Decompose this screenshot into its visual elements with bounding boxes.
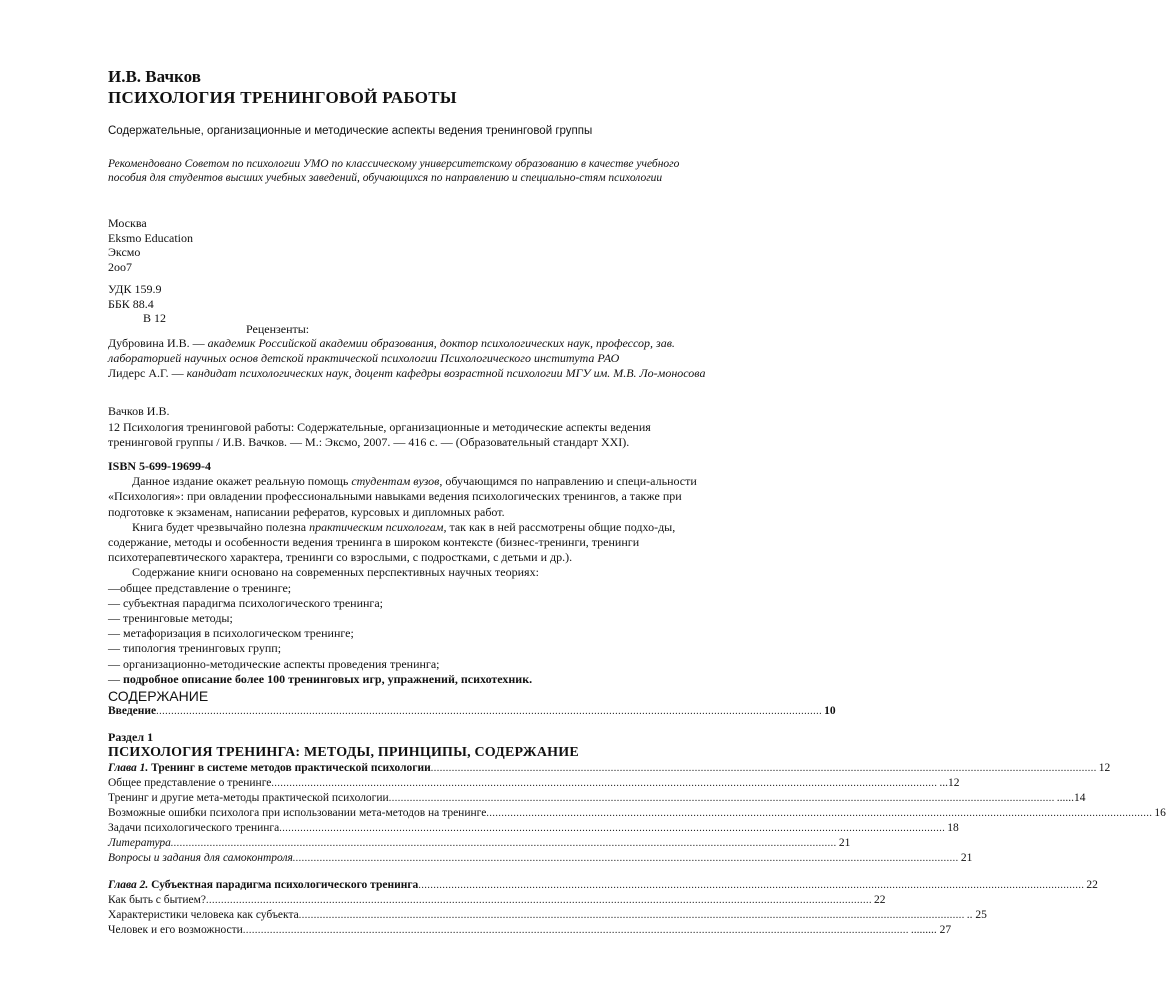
toc-page: 10: [824, 705, 836, 717]
toc-label: Как быть с бытием?: [108, 894, 207, 906]
reviewer-credentials: кандидат психологических наук, доцент кафедры возрастной психологии МГУ им. М.В. Ло-моносова: [186, 366, 706, 380]
section-title: ПСИХОЛОГИЯ ТРЕНИНГА: МЕТОДЫ, ПРИНЦИПЫ, СОДЕРЖАНИЕ: [108, 745, 579, 760]
toc-entry[interactable]: [108, 776, 960, 791]
reviewers-heading: Рецензенты:: [246, 322, 310, 336]
toc-page: .. 25: [966, 909, 987, 921]
toc-leader: ..............................................................................................................................................................................................................................: [156, 706, 823, 717]
bibliographic-citation: [108, 404, 708, 451]
reviewer-entry: [108, 336, 708, 366]
recommendation-note: Рекомендовано Советом по психологии УМО по классическому университетскому образованию в качестве учебного пособия для студентов высших учебных заведений, обучающихся по направлению и специально-стям психологии: [108, 158, 680, 184]
chapter-title: Тренинг в системе методов практической психологии: [148, 762, 431, 774]
toc-label: Характеристики человека как субъекта: [108, 909, 299, 921]
publication-year: 2oo7: [108, 259, 132, 274]
publisher-city: Москва: [108, 216, 147, 230]
toc-page: 18: [947, 822, 959, 834]
toc-label: [108, 878, 418, 893]
toc-entry[interactable]: [108, 893, 886, 908]
toc-page: 22: [1086, 879, 1098, 891]
toc-label: Общее представление о тренинге: [108, 777, 272, 789]
toc-page: 21: [838, 837, 851, 849]
toc-leader: ..............................................................................................................................................................................................................................: [170, 838, 837, 849]
toc-leader: ..............................................................................................................................................................................................................................: [279, 823, 946, 834]
publisher-name-en: Eksmo Education: [108, 230, 193, 245]
citation-author: Вачков И.В.: [108, 404, 170, 418]
topic-list-item: — субъектная парадигма психологического тренинга;: [108, 595, 384, 610]
toc-page: ......14: [1056, 792, 1086, 804]
toc-leader: ..............................................................................................................................................................................................................................: [418, 880, 1085, 891]
toc-label: Задачи психологического тренинга: [108, 822, 280, 834]
publisher-info: [108, 216, 708, 274]
list-dash: —: [108, 671, 123, 686]
topic-list-item: — организационно-методические аспекты проведения тренинга;: [108, 656, 440, 671]
toc-page: ......... 27: [910, 924, 952, 936]
annotation-text: обучающимся по направлению и специ-альности «Психология»: при овладении профессиональными навыками ведения психологических тренингов, а также при подготовке к экзаменам, написании рефератов, курсовых и дипломных работ.: [108, 474, 697, 519]
topic-list-item: — типология тренинговых групп;: [108, 641, 282, 656]
toc-page: 22: [874, 894, 886, 906]
book-title: ПСИХОЛОГИЯ ТРЕНИНГОВОЙ РАБОТЫ: [108, 88, 457, 107]
annotation-emphasis: студентам вузов,: [351, 474, 443, 489]
udk-code: УДК 159.9: [108, 282, 162, 296]
annotation-paragraph: [108, 520, 708, 566]
reviewer-name: Дубровина И.В. —: [108, 336, 208, 350]
citation-text: 12 Психология тренинговой работы: Содержательные, организационные и методические аспекты ведения тренинговой группы / И.В. Вачков. — М.: Эксмо, 2007. — 416 с. — (Образовательный стандарт XXI).: [108, 419, 651, 449]
toc-entry[interactable]: [108, 851, 973, 866]
toc-entry[interactable]: [108, 821, 959, 836]
toc-label: [108, 761, 431, 776]
classification-codes: [108, 282, 708, 326]
toc-heading: СОДЕРЖАНИЕ: [108, 688, 209, 704]
toc-entry[interactable]: [108, 791, 1086, 806]
toc-entry[interactable]: [108, 923, 952, 938]
bbk-code: ББК 88.4: [108, 296, 154, 311]
toc-label: Человек и его возможности: [108, 924, 243, 936]
topic-list-bold: подробное описание более 100 тренинговых игр, упражнений, психотехник.: [123, 671, 533, 686]
toc-entry-introduction[interactable]: [108, 704, 836, 719]
toc-leader: ..............................................................................................................................................................................................................................: [298, 910, 965, 921]
chapter-number: Глава 2.: [108, 879, 149, 891]
reviewers-list: [108, 336, 708, 381]
topic-list-item: — тренинговые методы;: [108, 611, 233, 626]
publisher-name-ru: Эксмо: [108, 245, 141, 259]
toc-leader: ..............................................................................................................................................................................................................................: [242, 925, 909, 936]
topic-list-item: — метафоризация в психологическом тренинге;: [108, 626, 354, 641]
reviewer-entry: [108, 366, 708, 381]
reviewer-credentials: академик Российской академии образования, доктор психологических наук, профессор, зав. лабораторией научных основ детской практической психологии Психологического института РАО: [108, 336, 675, 365]
chapter-title: Субъектная парадигма психологического тренинга: [148, 879, 419, 891]
toc-entry-chapter[interactable]: [108, 878, 1098, 893]
topic-list-item: [108, 672, 708, 687]
annotation: [108, 459, 708, 687]
chapter-number: Глава 1.: [108, 762, 149, 774]
annotation-paragraph: [108, 474, 708, 520]
annotation-text: Книга будет чрезвычайно полезна: [132, 519, 310, 534]
toc-page: 16: [1154, 807, 1166, 819]
toc-entry-chapter[interactable]: [108, 761, 1111, 776]
section-label: Раздел 1: [108, 730, 154, 744]
toc-leader: ..............................................................................................................................................................................................................................: [430, 763, 1097, 774]
toc-label: Вопросы и задания для самоконтроля: [108, 852, 293, 864]
topic-list-item: —общее представление о тренинге;: [108, 580, 292, 595]
toc-leader: ..............................................................................................................................................................................................................................: [206, 895, 873, 906]
annotation-paragraph: Содержание книги основано на современных перспективных научных теориях:: [132, 565, 539, 580]
toc-leader: ..............................................................................................................................................................................................................................: [486, 808, 1153, 819]
toc-page: ...12: [939, 777, 960, 789]
annotation-emphasis: практическим психологам,: [309, 519, 447, 534]
toc-entry[interactable]: [108, 836, 851, 851]
toc-entry[interactable]: [108, 908, 987, 923]
annotation-text: так как в ней рассмотрены общие подхо-ды, содержание, методы и особенности ведения тренинга в широком контексте (бизнес-тренинги, тренинги психотерапевтического характера, тренинги со взрослыми, с подростками, с детьми и др.).: [108, 519, 676, 565]
toc-leader: ..............................................................................................................................................................................................................................: [388, 793, 1055, 804]
toc-entry[interactable]: [108, 806, 1166, 821]
isbn: ISBN 5-699-19699-4: [108, 459, 212, 473]
toc-label: Введение: [108, 705, 157, 717]
toc-label: Тренинг и другие мета-методы практической психологии: [108, 792, 389, 804]
toc-page: 21: [960, 852, 973, 864]
toc-leader: ..............................................................................................................................................................................................................................: [271, 778, 938, 789]
toc-label: Литература: [108, 837, 171, 849]
reviewer-name: Лидерс А.Г. —: [108, 366, 187, 380]
author-mark: В 12: [143, 311, 167, 325]
book-author: И.В. Вачков: [108, 67, 201, 86]
toc-label: Возможные ошибки психолога при использовании мета-методов на тренинге: [108, 807, 487, 819]
toc-leader: ..............................................................................................................................................................................................................................: [292, 853, 959, 864]
annotation-text: Данное издание окажет реальную помощь: [132, 474, 352, 489]
book-subtitle: Содержательные, организационные и методические аспекты ведения тренинговой группы: [108, 125, 593, 137]
toc-page: 12: [1098, 762, 1111, 774]
